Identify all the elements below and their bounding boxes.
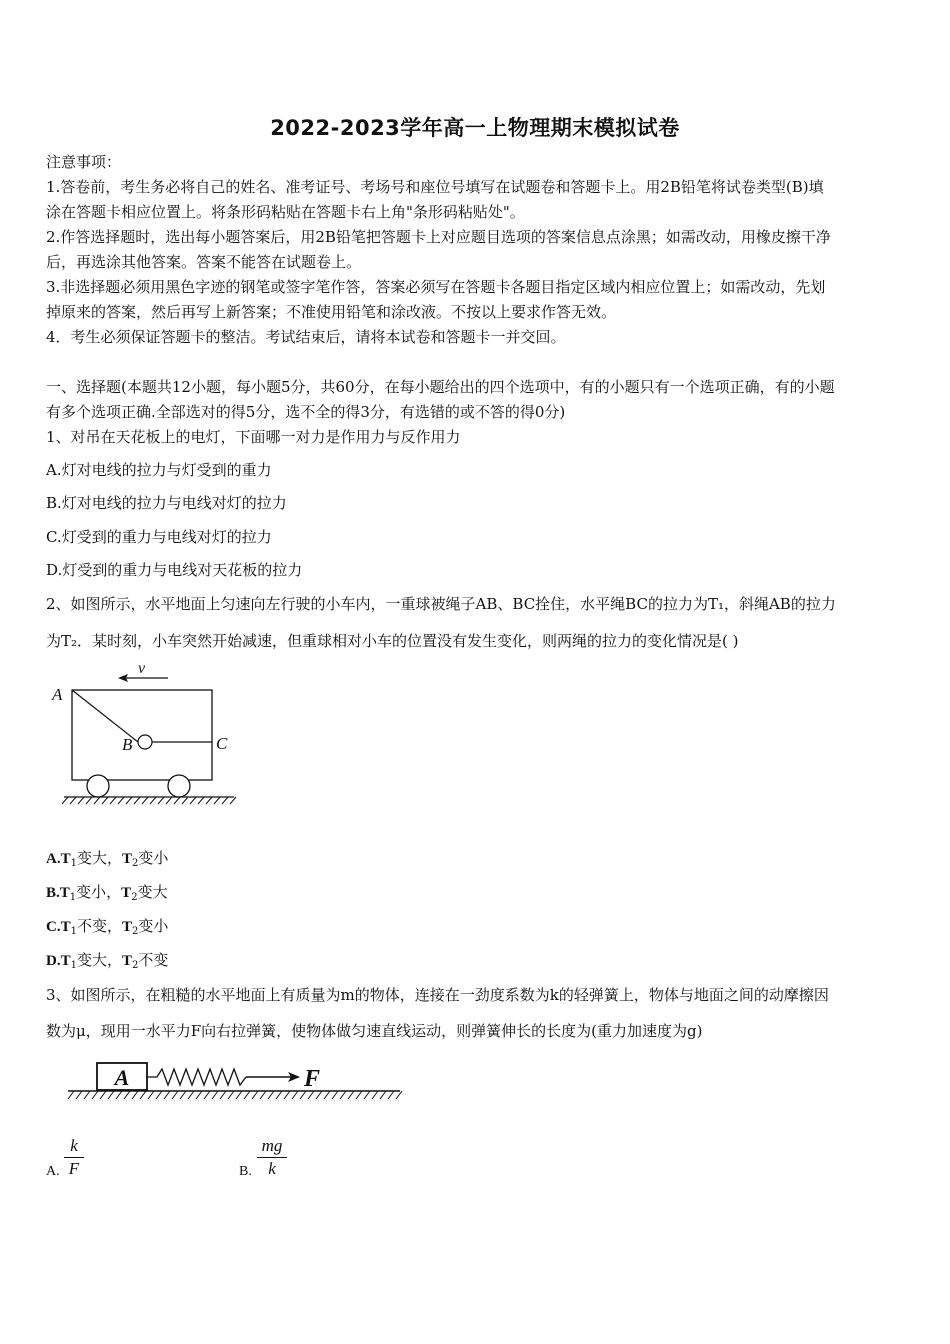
spring-block-diagram — [60, 1058, 405, 1108]
question-1-option-d: D.灯受到的重力与电线对天花板的拉力 — [46, 561, 303, 579]
point-a-label: A — [52, 685, 63, 704]
question-2-stem: 2、如图所示，水平地面上匀速向左行驶的小车内，一重球被绳子AB、BC拴住，水平绳BC的拉力为T₁，斜绳AB的拉力 — [46, 595, 836, 613]
question-1-option-a: A.灯对电线的拉力与灯受到的重力 — [46, 461, 272, 479]
notice-heading: 注意事项： — [46, 153, 122, 171]
question-2-option-b: $B.T_1$变小，$T_2$变大 — [46, 883, 168, 903]
notice-line: 1.答卷前，考生务必将自己的姓名、准考证号、考场号和座位号填写在试题卷和答题卡上。用2B铅笔将试卷类型(B)填 — [46, 178, 824, 196]
question-1-option-b: B.灯对电线的拉力与电线对灯的拉力 — [46, 494, 287, 512]
question-2-option-c: $C.T_1$不变，$T_2$变小 — [46, 917, 169, 937]
question-2-stem: 为T₂．某时刻，小车突然开始减速，但重球相对小车的位置没有发生变化，则两绳的拉力的变化情况是( ) — [46, 632, 739, 650]
question-1-stem: 1、对吊在天花板上的电灯，下面哪一对力是作用力与反作用力 — [46, 428, 461, 446]
question-3-option-a-fraction: k F — [64, 1136, 84, 1179]
question-3-option-b-fraction: mg k — [257, 1136, 287, 1179]
notice-line: 4．考生必须保证答题卡的整洁。考试结束后，请将本试卷和答题卡一并交回。 — [46, 328, 566, 346]
force-label: F — [304, 1066, 321, 1092]
section-instructions: 有多个选项正确.全部选对的得5分，选不全的得3分，有选错的或不答的得0分) — [46, 403, 566, 421]
question-2-option-d: $D.T_1$变大，$T_2$不变 — [46, 951, 169, 971]
section-instructions: 一、选择题(本题共12小题，每小题5分，共60分，在每小题给出的四个选项中，有的小题只有一个选项正确，有的小题 — [46, 378, 835, 396]
page-title: 2022-2023学年高一上物理期末模拟试卷 — [270, 116, 680, 140]
point-b-label: B — [122, 735, 133, 754]
question-3-stem: 3、如图所示，在粗糙的水平地面上有质量为m的物体，连接在一劲度系数为k的轻弹簧上，物体与地面之间的动摩擦因 — [46, 986, 829, 1004]
question-3-stem: 数为μ，现用一水平力F向右拉弹簧，使物体做匀速直线运动，则弹簧伸长的长度为(重力加速度为g) — [46, 1022, 703, 1040]
cart-diagram — [46, 658, 246, 808]
notice-line: 2.作答选择题时，选出每小题答案后，用2B铅笔把答题卡上对应题目选项的答案信息点涂黑；如需改动，用橡皮擦干净 — [46, 228, 831, 246]
block-label: A — [114, 1065, 130, 1090]
question-2-option-a: $A.T_1$变大，$T_2$变小 — [46, 849, 169, 869]
notice-line: 3.非选择题必须用黑色字迹的钢笔或签字笔作答，答案必须写在答题卡各题目指定区域内相应位置上；如需改动，先划 — [46, 278, 826, 296]
question-1-option-c: C.灯受到的重力与电线对灯的拉力 — [46, 528, 272, 546]
velocity-label: v — [138, 660, 146, 677]
question-3-option-b-letter: B. — [239, 1164, 252, 1179]
point-c-label: C — [216, 734, 228, 753]
question-3-option-a-letter: A. — [46, 1164, 60, 1179]
notice-line: 掉原来的答案，然后再写上新答案；不准使用铅笔和涂改液。不按以上要求作答无效。 — [46, 303, 617, 321]
notice-line: 涂在答题卡相应位置上。将条形码粘贴在答题卡右上角"条形码粘贴处"。 — [46, 203, 525, 221]
notice-line: 后，再选涂其他答案。答案不能答在试题卷上。 — [46, 253, 362, 271]
